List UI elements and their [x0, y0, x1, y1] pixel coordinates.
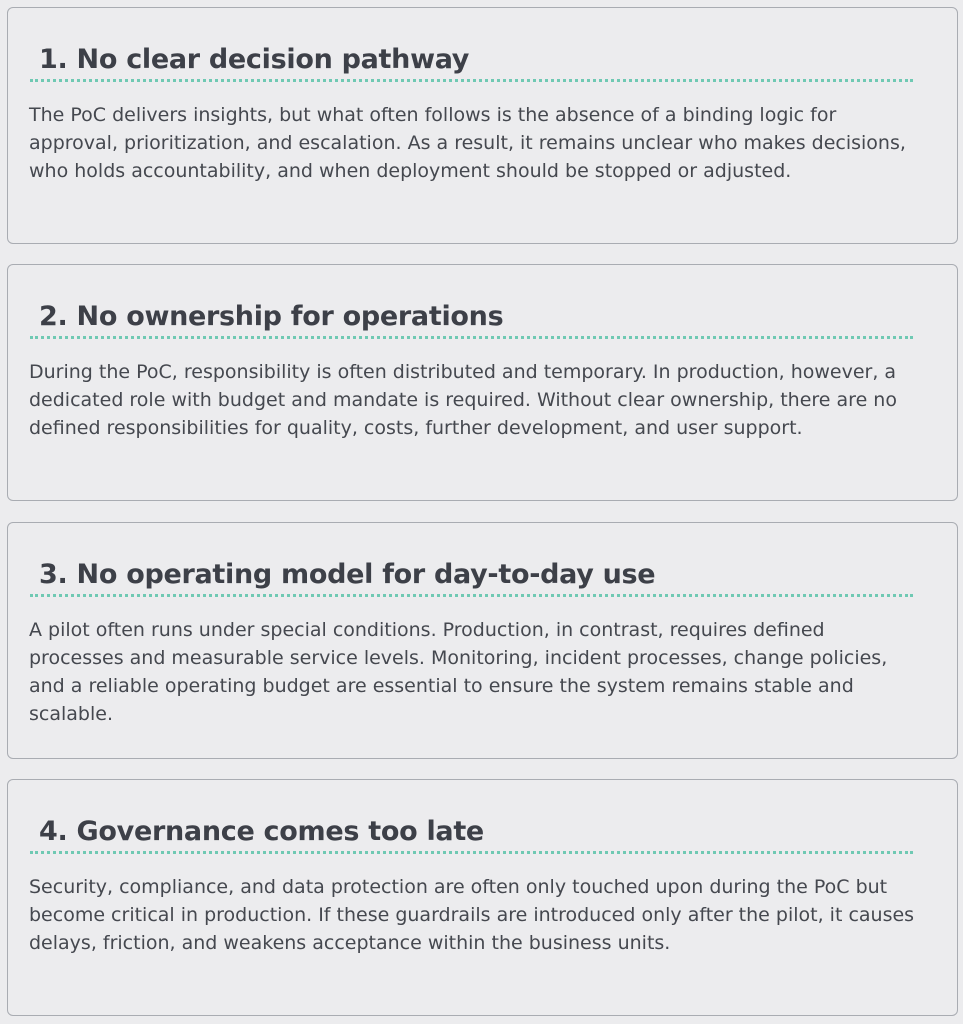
card-title: 3. No operating model for day-to-day use — [39, 559, 656, 590]
card-body-text: The PoC delivers insights, but what often follows is the absence of a binding logic for approval, prioritization, and escalation. As a result, it remains unclear who makes decisions, who holds accountability, and when deployment should be stopped or adjusted. — [29, 104, 906, 182]
card-body-text: A pilot often runs under special conditions. Production, in contrast, requires defined processes and measurable service levels. Monitoring, incident processes, change policies, and a reliable operating budget are essential to ensure the system remains stable and scalable. — [29, 619, 888, 725]
dotted-divider — [30, 851, 913, 854]
dotted-divider — [30, 79, 913, 82]
card-title: 2. No ownership for operations — [39, 301, 504, 332]
card-title: 4. Governance comes too late — [39, 816, 484, 847]
card-body-text: Security, compliance, and data protection are often only touched upon during the PoC but become critical in production. If these guardrails are introduced only after the pilot, it causes delays, friction, and weakens acceptance within the business units. — [29, 876, 915, 954]
card-operating-model — [7, 522, 958, 759]
card-ownership-operations — [7, 264, 958, 501]
dotted-divider — [30, 336, 913, 339]
card-decision-pathway — [7, 7, 958, 244]
card-title: 1. No clear decision pathway — [39, 44, 470, 75]
card-body-text: During the PoC, responsibility is often distributed and temporary. In production, however, a dedicated role with budget and mandate is required. Without clear ownership, there are no defined responsibilities for quality, costs, further development, and user support. — [29, 361, 897, 439]
dotted-divider — [30, 594, 913, 597]
card-governance — [7, 779, 958, 1016]
